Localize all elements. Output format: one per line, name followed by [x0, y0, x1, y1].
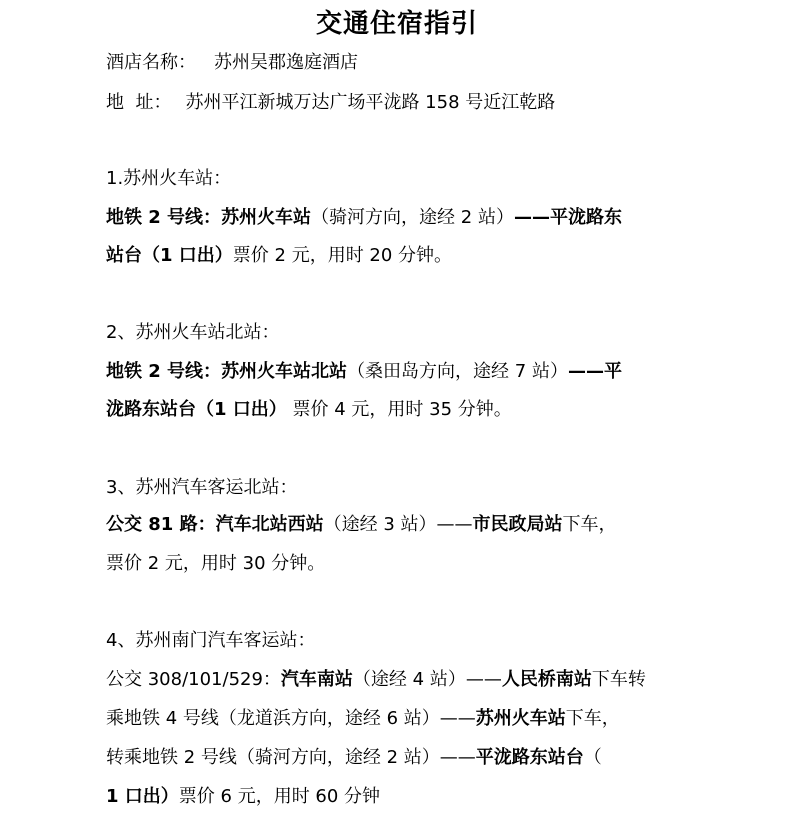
section-4-line-1 — [106, 667, 706, 693]
text-segment: 下车， — [565, 708, 620, 729]
section-1-line-2 — [106, 243, 706, 269]
text-segment: 下车转 — [591, 669, 646, 690]
text-segment: 苏州火车站 — [221, 207, 312, 228]
section-heading-2: 2、苏州火车站北站： — [106, 322, 280, 343]
hotel-address-value: 苏州平江新城万达广场平泷路 158 号近江乾路 — [185, 92, 556, 113]
section-2-line-2 — [106, 397, 706, 423]
text-segment: 人民桥南站 — [501, 669, 592, 690]
text-segment: 乘地铁 4 号线（龙道浜方向，途经 6 站）—— — [106, 708, 476, 729]
text-segment: 泷路东站台（1 口出） — [106, 399, 287, 420]
text-segment: 苏州火车站北站 — [221, 361, 348, 382]
text-segment: 平泷路东站台 — [475, 747, 584, 768]
text-segment: ——平 — [567, 361, 622, 382]
text-segment: 下车， — [562, 514, 617, 535]
section-2-line-1 — [106, 359, 706, 385]
text-segment: （途经 3 站）—— — [323, 514, 473, 535]
text-segment: 地铁 2 号线： — [106, 207, 222, 228]
hotel-name-line — [106, 50, 706, 76]
text-segment: 站台（1 口出） — [106, 245, 233, 266]
section-heading-1: 1.苏州火车站： — [106, 168, 232, 189]
text-segment: 票价 6 元，用时 60 分钟 — [178, 786, 381, 807]
hotel-address-line — [106, 90, 706, 116]
section-1-line-1 — [106, 205, 706, 231]
text-segment: （ — [583, 747, 602, 768]
text-segment: 汽车南站 — [280, 669, 353, 690]
section-4-line-4 — [106, 784, 706, 810]
text-segment: 转乘地铁 2 号线（骑河方向，途经 2 站）—— — [106, 747, 476, 768]
section-4-line-2 — [106, 706, 706, 732]
text-segment: 1 口出） — [106, 786, 179, 807]
hotel-name-value: 苏州吴郡逸庭酒店 — [214, 52, 358, 73]
text-segment: 公交 81 路： — [106, 514, 216, 535]
section-4-line-3 — [106, 745, 706, 771]
text-segment: 票价 2 元，用时 30 分钟。 — [106, 553, 326, 574]
text-segment: 地铁 2 号线： — [106, 361, 222, 382]
text-segment: （途经 4 站）—— — [352, 669, 502, 690]
text-segment: 汽车北站西站 — [215, 514, 324, 535]
hotel-address-label: 地 址： — [106, 92, 172, 113]
text-segment: （骑河方向，途经 2 站） — [311, 207, 514, 228]
hotel-name-label: 酒店名称： — [106, 52, 196, 73]
section-3-line-1 — [106, 512, 706, 538]
text-segment: 票价 4 元，用时 35 分钟。 — [286, 399, 512, 420]
page-title: 交通住宿指引 — [315, 9, 478, 39]
text-segment: （桑田岛方向，途经 7 站） — [347, 361, 568, 382]
section-heading-3: 3、苏州汽车客运北站： — [106, 477, 298, 498]
section-3-line-2 — [106, 551, 706, 577]
text-segment: 市民政局站 — [472, 514, 563, 535]
text-segment: 公交 308/101/529： — [106, 669, 281, 690]
section-heading-4: 4、苏州南门汽车客运站： — [106, 630, 316, 651]
text-segment: ——平泷路东 — [513, 207, 622, 228]
text-segment: 票价 2 元，用时 20 分钟。 — [232, 245, 453, 266]
text-segment: 苏州火车站 — [475, 708, 566, 729]
